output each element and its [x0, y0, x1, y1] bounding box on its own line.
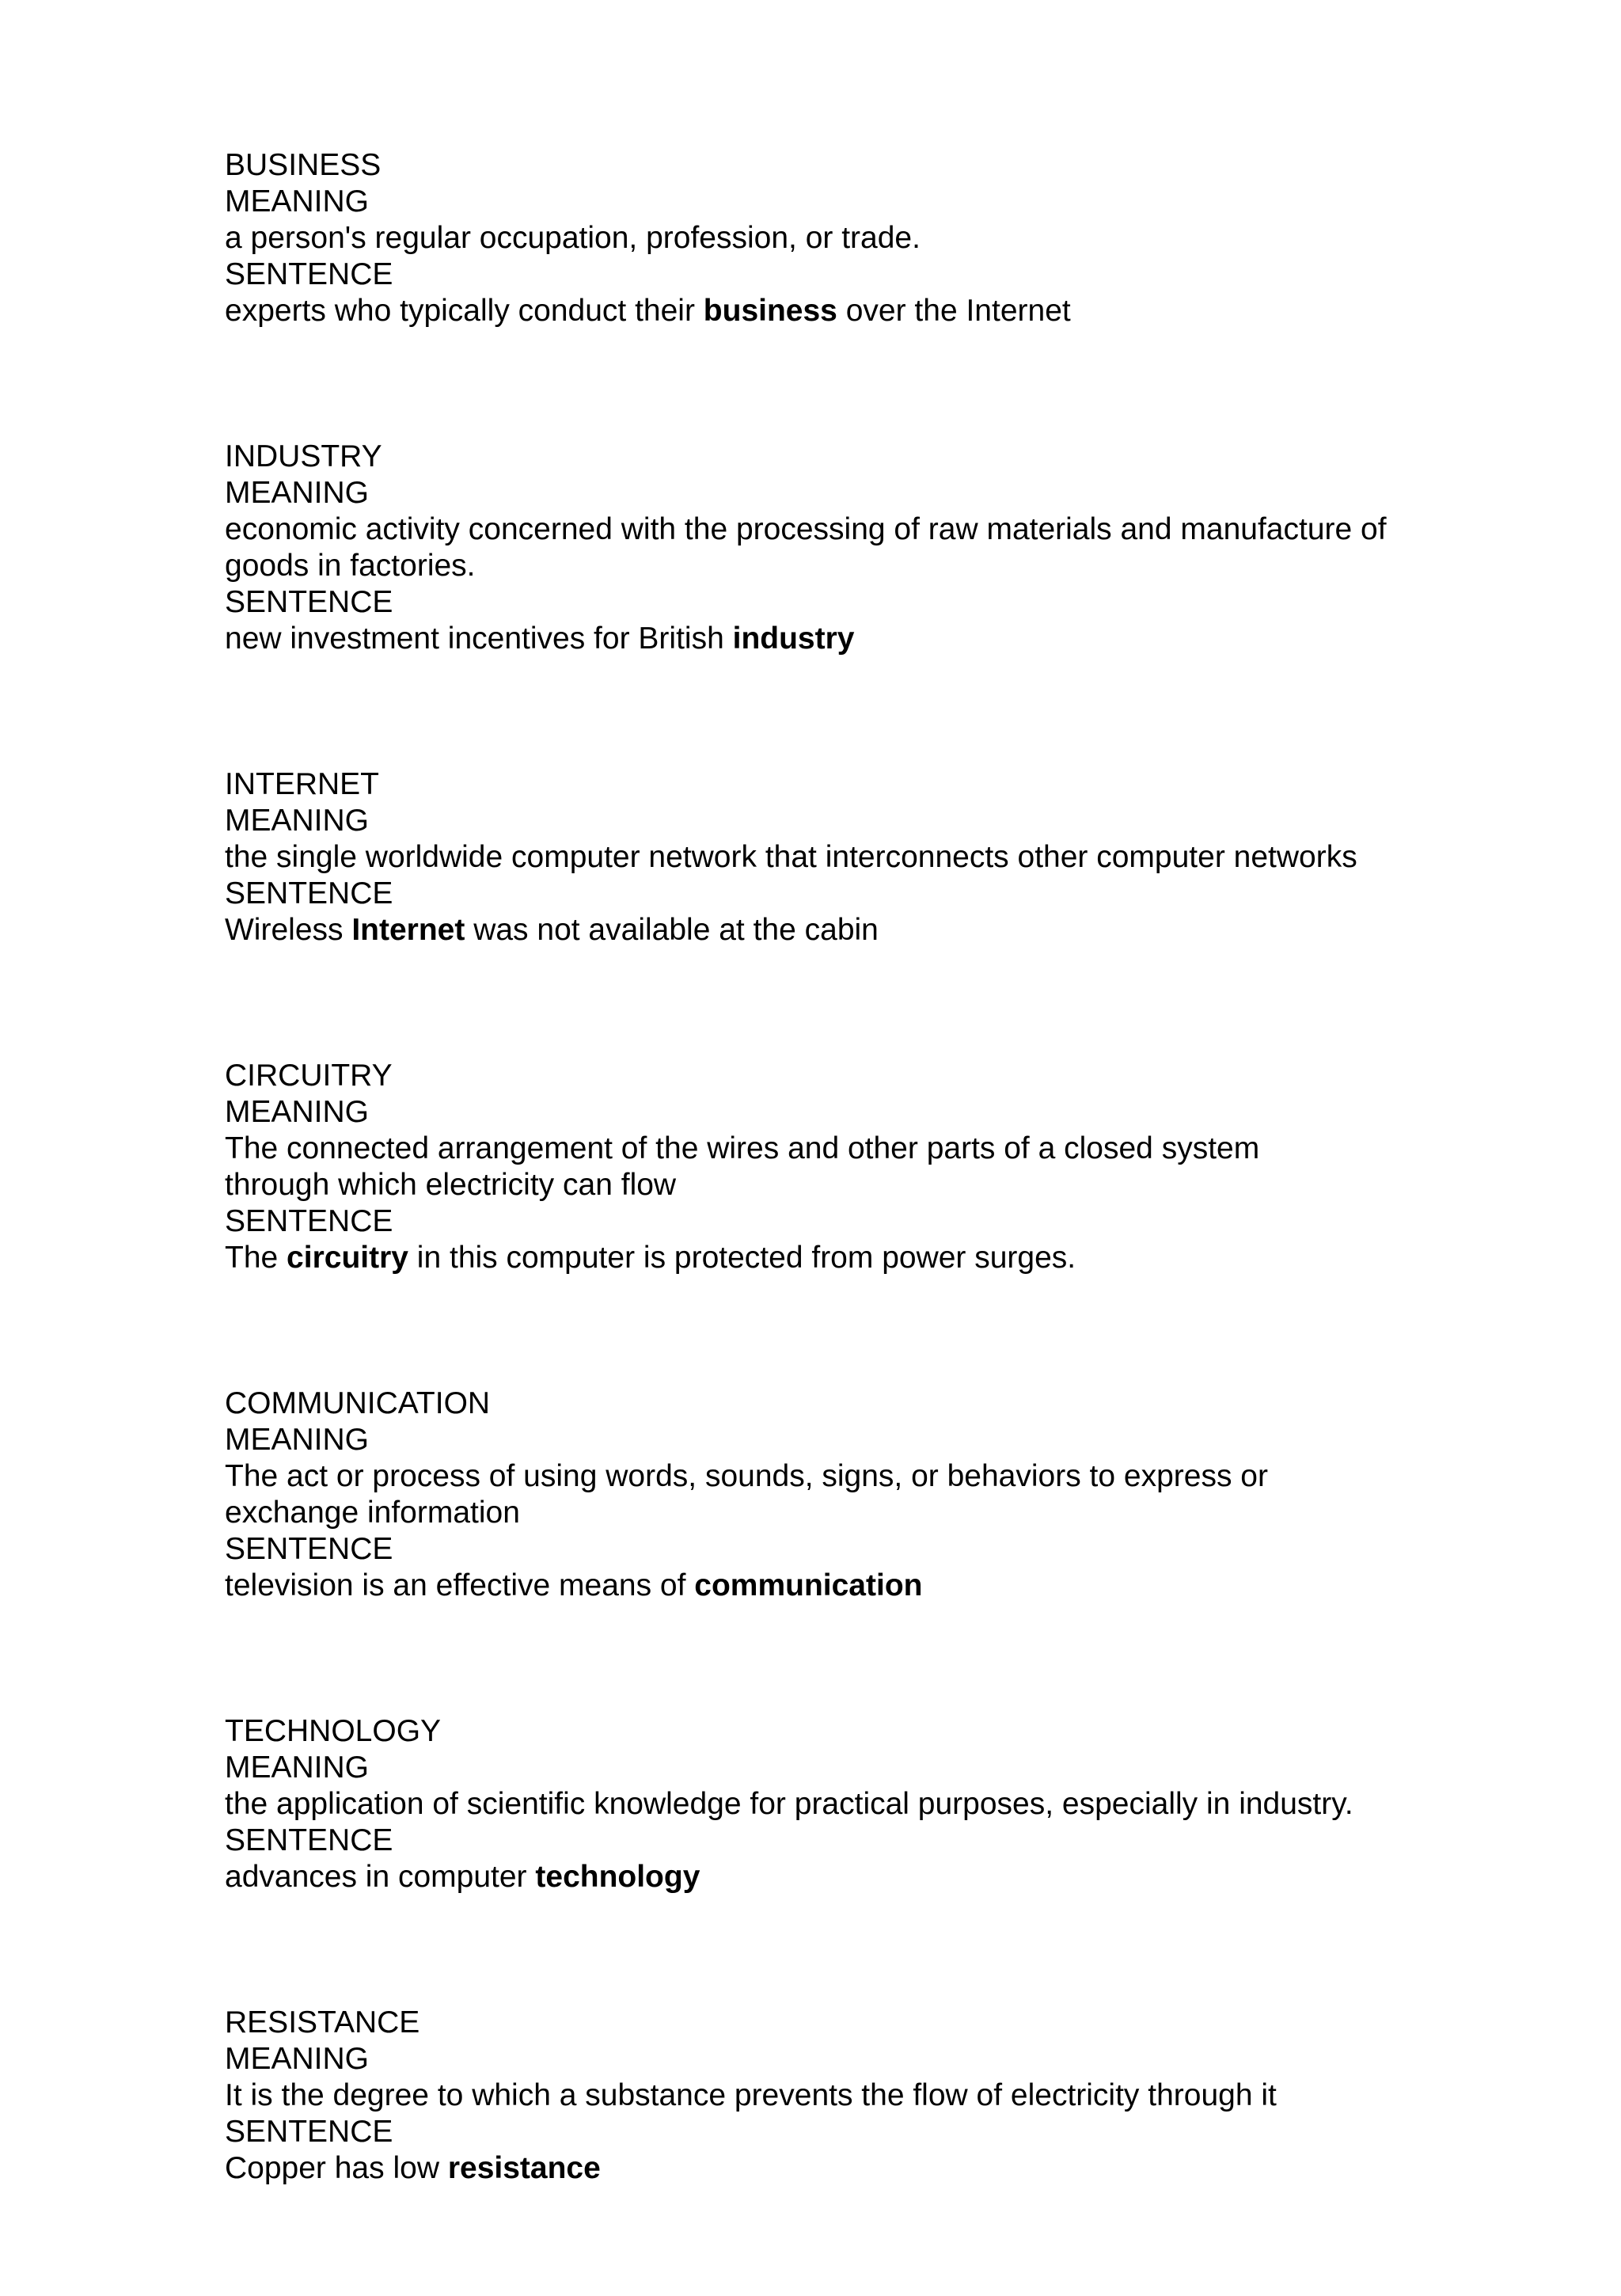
- entry-word: COMMUNICATION: [225, 1386, 491, 1420]
- sentence-after: was not available at the cabin: [465, 913, 879, 947]
- vocab-entry: [225, 2005, 1491, 2187]
- vocab-entry: [225, 766, 1491, 948]
- sentence-before: Copper has low: [225, 2151, 448, 2185]
- sentence-text: [225, 1859, 1491, 1895]
- meaning-label: MEANING: [225, 1423, 370, 1457]
- meaning-text: the single worldwide computer network that interconnects other computer networks: [225, 840, 1357, 874]
- entry-word: BUSINESS: [225, 148, 382, 182]
- sentence-keyword: communication: [694, 1568, 923, 1602]
- meaning-label: MEANING: [225, 1751, 370, 1785]
- entry-word: INTERNET: [225, 767, 379, 801]
- meaning-text: the application of scientific knowledge for practical purposes, especially in industry.: [225, 1787, 1353, 1821]
- entry-word: CIRCUITRY: [225, 1059, 393, 1093]
- sentence-label: SENTENCE: [225, 2115, 393, 2149]
- sentence-text: [225, 293, 1491, 329]
- vocab-entry: [225, 1713, 1491, 1895]
- sentence-before: new investment incentives for British: [225, 622, 733, 656]
- sentence-before: The: [225, 1241, 287, 1275]
- meaning-label: MEANING: [225, 184, 370, 219]
- entry-word: RESISTANCE: [225, 2005, 420, 2039]
- sentence-label: SENTENCE: [225, 1532, 393, 1566]
- meaning-text: a person's regular occupation, profession, or trade.: [225, 221, 921, 255]
- meaning-label: MEANING: [225, 1095, 370, 1129]
- meaning-text: It is the degree to which a substance prevents the flow of electricity through it: [225, 2078, 1277, 2112]
- sentence-label: SENTENCE: [225, 1204, 393, 1238]
- entry-word: TECHNOLOGY: [225, 1714, 442, 1748]
- sentence-label: SENTENCE: [225, 876, 393, 910]
- sentence-after: in this computer is protected from power surges.: [408, 1241, 1076, 1275]
- sentence-text: [225, 912, 1491, 948]
- sentence-keyword: circuitry: [287, 1241, 408, 1275]
- sentence-keyword: Internet: [351, 913, 465, 947]
- sentence-label: SENTENCE: [225, 585, 393, 619]
- sentence-before: advances in computer: [225, 1860, 536, 1894]
- sentence-after: over the Internet: [837, 294, 1071, 328]
- sentence-before: Wireless: [225, 913, 352, 947]
- vocab-entry: [225, 439, 1491, 657]
- sentence-text: [225, 1240, 1491, 1276]
- sentence-keyword: technology: [535, 1860, 700, 1894]
- sentence-text: [225, 621, 1491, 657]
- meaning-label: MEANING: [225, 476, 370, 510]
- meaning-text: economic activity concerned with the processing of raw materials and manufacture of goods in factories.: [225, 512, 1395, 583]
- sentence-label: SENTENCE: [225, 1823, 393, 1857]
- meaning-text: The connected arrangement of the wires and other parts of a closed system through which electricity can flow: [225, 1131, 1269, 1202]
- entry-word: INDUSTRY: [225, 439, 382, 473]
- meaning-label: MEANING: [225, 804, 370, 838]
- meaning-label: MEANING: [225, 2042, 370, 2076]
- sentence-text: [225, 1568, 1491, 1604]
- vocab-entry: [225, 1386, 1491, 1604]
- vocab-entry: [225, 1058, 1491, 1276]
- sentence-before: television is an effective means of: [225, 1568, 695, 1602]
- sentence-text: [225, 2150, 1491, 2187]
- vocabulary-list: [225, 147, 1491, 2296]
- sentence-keyword: industry: [732, 622, 855, 656]
- meaning-text: The act or process of using words, sounds, signs, or behaviors to express or exchange information: [225, 1459, 1277, 1530]
- vocab-entry: [225, 147, 1491, 329]
- sentence-keyword: resistance: [447, 2151, 601, 2185]
- sentence-label: SENTENCE: [225, 257, 393, 291]
- sentence-before: experts who typically conduct their: [225, 294, 704, 328]
- sentence-keyword: business: [703, 294, 837, 328]
